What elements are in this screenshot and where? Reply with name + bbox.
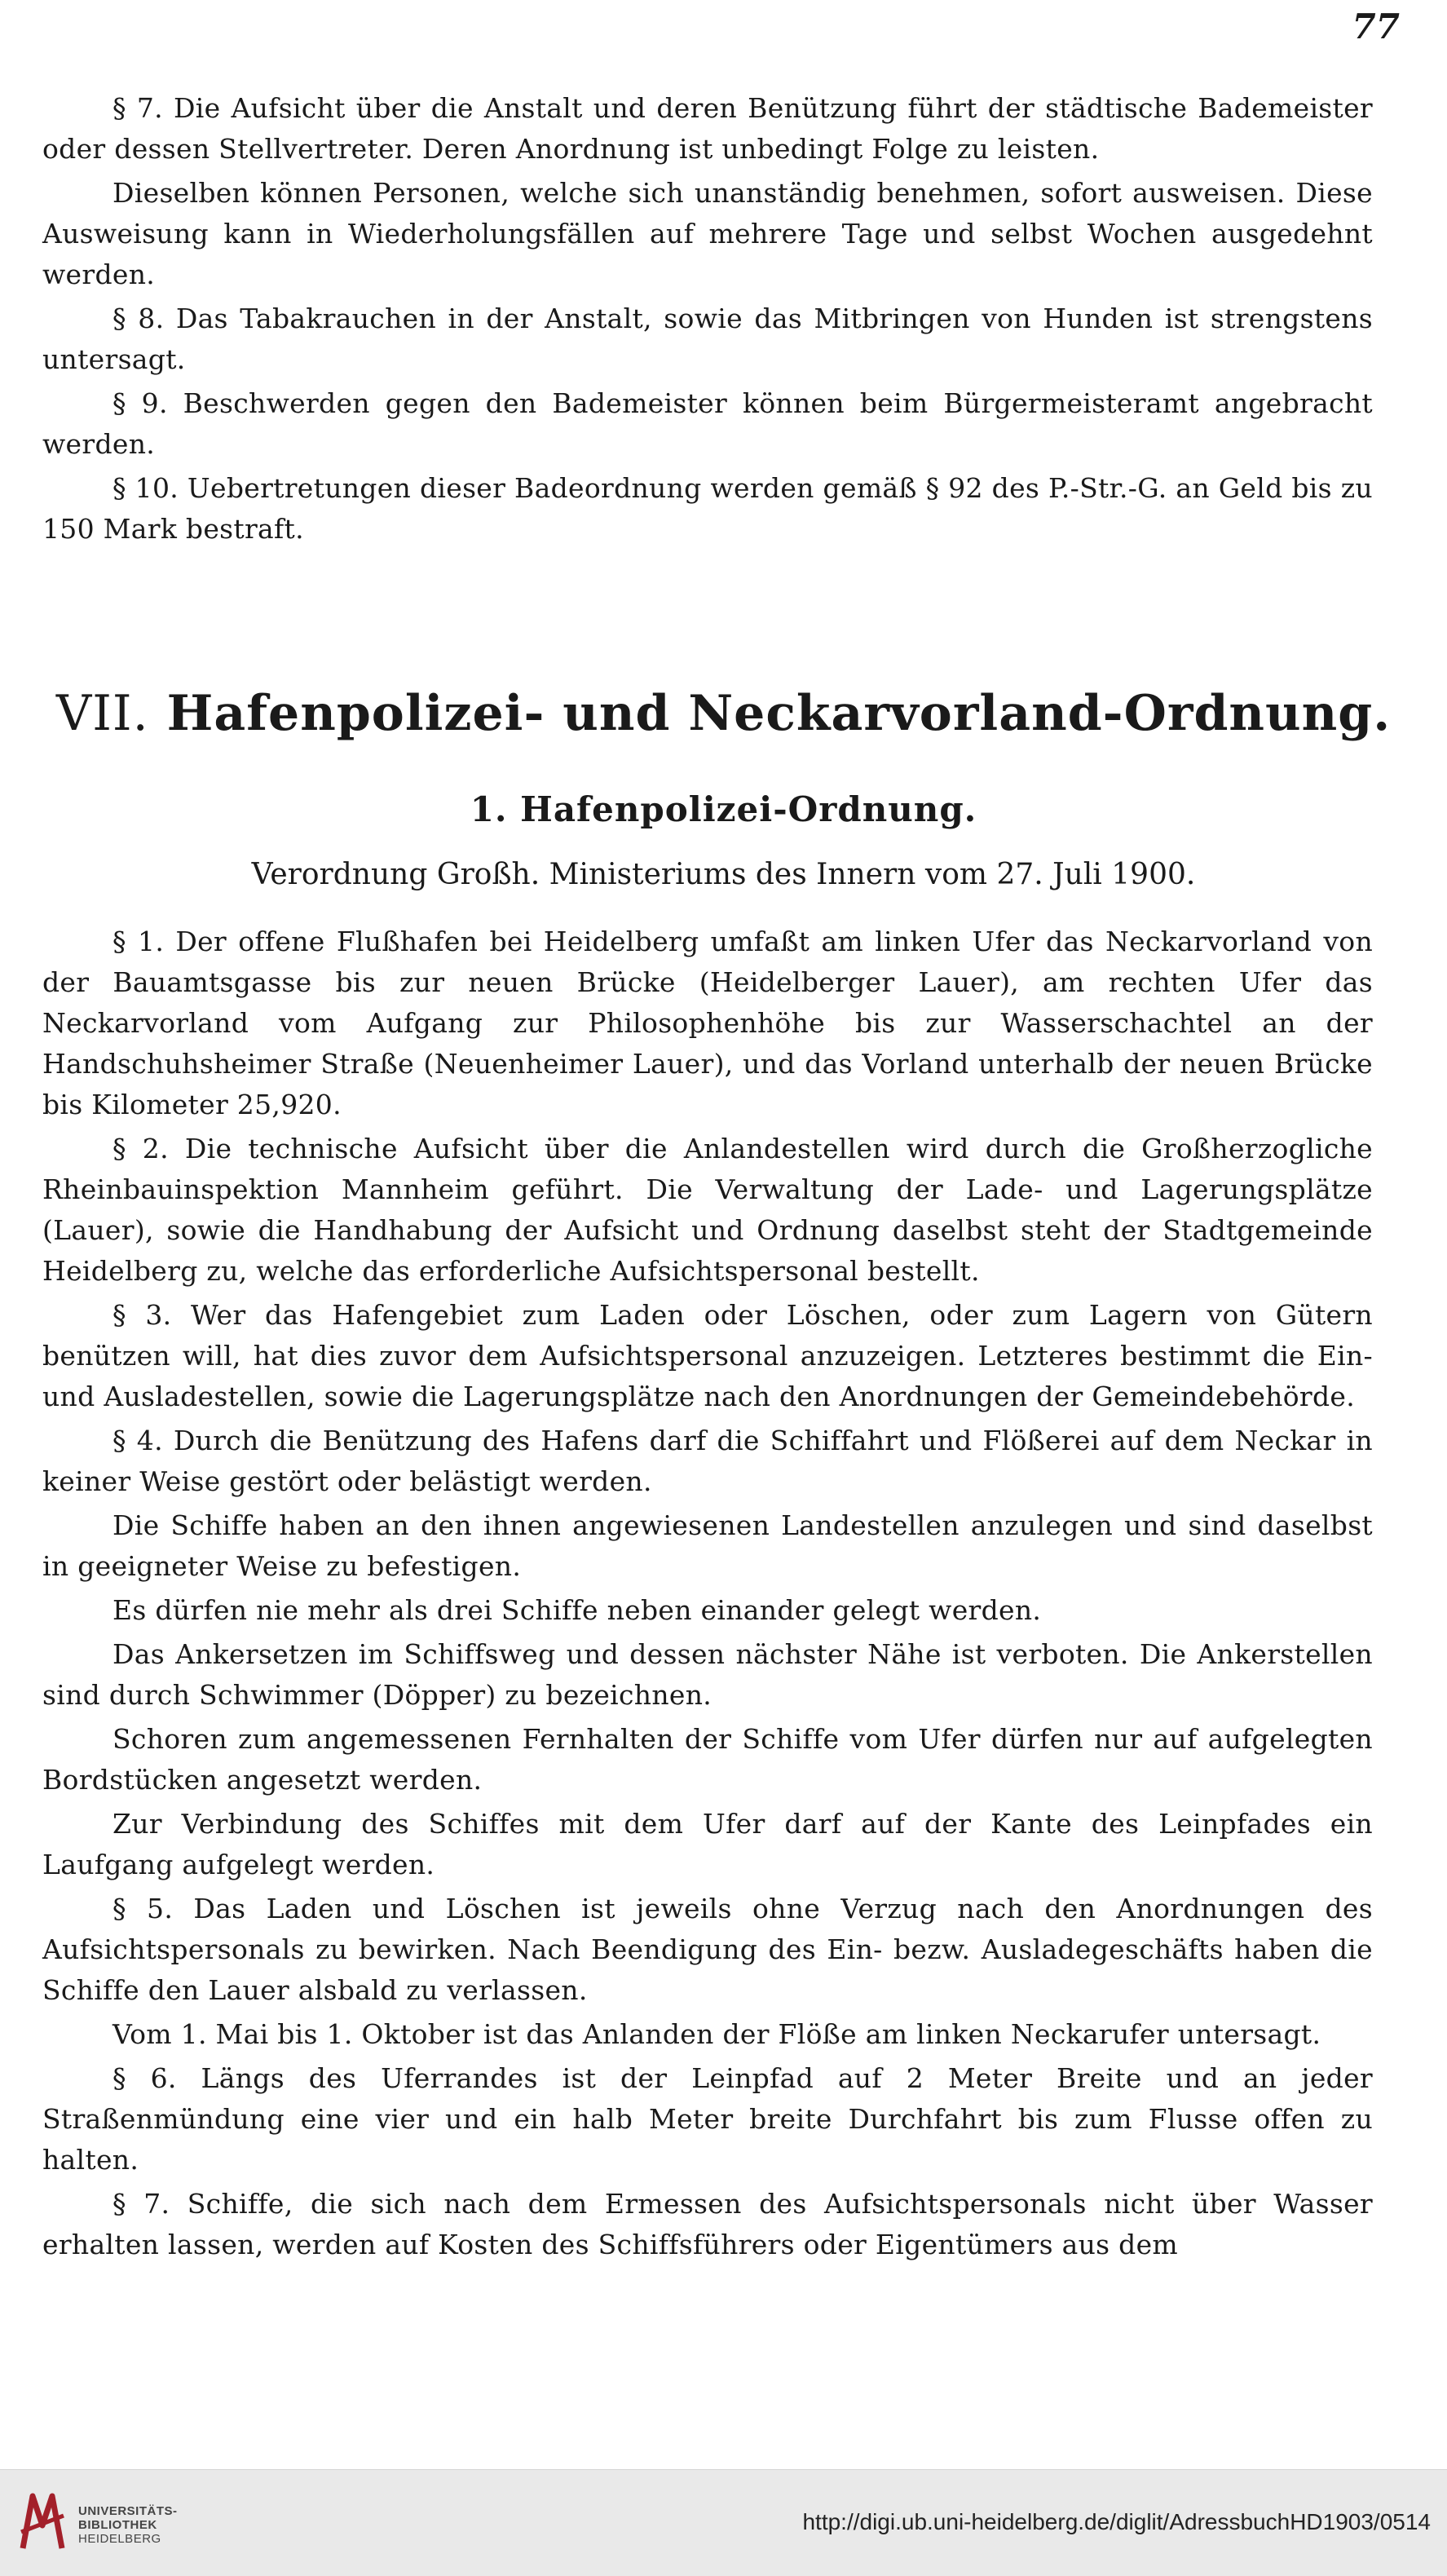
paragraph: § 9. Beschwerden gegen den Bademeister können beim Bürgermeisteramt angebracht werden. [42,387,1373,460]
page-number: 77 [1352,7,1400,46]
paragraph: § 4. Durch die Benützung des Hafens darf die Schiffahrt und Flößerei auf dem Neckar in keiner Weise gestört oder belästigt werden. [42,1425,1373,1497]
paragraph: § 3. Wer das Hafengebiet zum Laden oder Löschen, oder zum Lagern von Gütern benützen will, hat dies zuvor dem Aufsichtspersonal anzuzeigen. Letzteres bestimmt die Ein- und Ausladestellen, sowie die Lagerungsplätze nach den Anordnungen der Gemeindebehörde. [42,1299,1373,1412]
main-section [42,921,1373,2265]
paragraph: § 10. Uebertretungen dieser Badeordnung werden gemäß § 92 des P.-Str.-G. an Geld bis zu 150 Mark bestraft. [42,472,1373,545]
decree-line: Verordnung Großh. Ministeriums des Innern vom 27. Juli 1900. [251,858,1196,891]
paragraph: § 7. Die Aufsicht über die Anstalt und deren Benützung führt der städtische Bademeister oder dessen Stellvertreter. Deren Anordnung ist unbedingt Folge zu leisten. [42,92,1373,165]
section-heading [0,685,1447,742]
paragraph: § 8. Das Tabakrauchen in der Anstalt, sowie das Mitbringen von Hunden ist strengstens untersagt. [42,303,1373,375]
paragraph: § 6. Längs des Uferrandes ist der Leinpfad auf 2 Meter Breite und an jeder Straßenmündung eine vier und ein halb Meter breite Durchfahrt bis zum Flusse offen zu halten. [42,2062,1373,2176]
paragraph: Das Ankersetzen im Schiffsweg und dessen nächster Nähe ist verboten. Die Ankerstellen sind durch Schwimmer (Döpper) zu bezeichnen. [42,1638,1373,1711]
paragraph: § 2. Die technische Aufsicht über die Anlandestellen wird durch die Großherzogliche Rheinbauinspektion Mannheim geführt. Die Verwaltung der Lade- und Lagerungsplätze (Lauer), sowie die Handhabung der Aufsicht und Ordnung daselbst steht der Stadtgemeinde Heidelberg zu, welche das erforderliche Aufsichtspersonal bestellt. [42,1133,1373,1287]
paragraph: Zur Verbindung des Schiffes mit dem Ufer darf auf der Kante des Leinpfades ein Laufgang aufgelegt werden. [42,1808,1373,1880]
section-roman-numeral: VII. [55,685,149,742]
top-section [42,88,1373,550]
paragraph: Schoren zum angemessenen Fernhalten der Schiffe vom Ufer dürfen nur auf aufgelegten Bordstücken angesetzt werden. [42,1723,1373,1796]
library-logo-text [78,2504,178,2546]
section-title: Hafenpolizei- und Neckarvorland-Ordnung. [166,685,1392,742]
paragraph: Dieselben können Personen, welche sich unanständig benehmen, sofort ausweisen. Diese Ausweisung kann in Wiederholungsfällen auf mehrere Tage und selbst Wochen ausgedehnt werden. [42,177,1373,290]
paragraph: Es dürfen nie mehr als drei Schiffe neben einander gelegt werden. [112,1594,1042,1626]
paragraph: § 7. Schiffe, die sich nach dem Ermessen des Aufsichtspersonals nicht über Wasser erhalten lassen, werden auf Kosten des Schiffsführers oder Eigentümers aus dem [42,2188,1373,2260]
paragraph: Die Schiffe haben an den ihnen angewiesenen Landestellen anzulegen und sind daselbst in geeigneter Weise zu befestigen. [42,1509,1373,1582]
paragraph: § 5. Das Laden und Löschen ist jeweils ohne Verzug nach den Anordnungen des Aufsichtspersonals zu bewirken. Nach Beendigung des Ein- bezw. Ausladegeschäfts haben die Schiffe den Lauer alsbald zu verlassen. [42,1893,1373,2006]
logo-line: BIBLIOTHEK [78,2518,157,2532]
subsection-title: 1. Hafenpolizei-Ordnung. [470,789,977,829]
university-logo-icon[interactable] [18,2491,67,2555]
footer-bar [0,2469,1447,2576]
logo-line: UNIVERSITÄTS- [78,2504,178,2518]
logo-line: HEIDELBERG [78,2532,161,2546]
paragraph: Vom 1. Mai bis 1. Oktober ist das Anlanden der Flöße am linken Neckarufer untersagt. [112,2018,1321,2050]
source-url-link[interactable]: http://digi.ub.uni-heidelberg.de/diglit/AdressbuchHD1903/0514 [802,2509,1431,2534]
paragraph: § 1. Der offene Flußhafen bei Heidelberg umfaßt am linken Ufer das Neckarvorland von der Bauamtsgasse bis zur neuen Brücke (Heidelberger Lauer), am rechten Ufer das Neckarvorland vom Aufgang zur Philosophenhöhe bis zur Wasserschachtel an der Handschuhsheimer Straße (Neuenheimer Lauer), und das Vorland unterhalb der neuen Brücke bis Kilometer 25,920. [42,926,1373,1120]
